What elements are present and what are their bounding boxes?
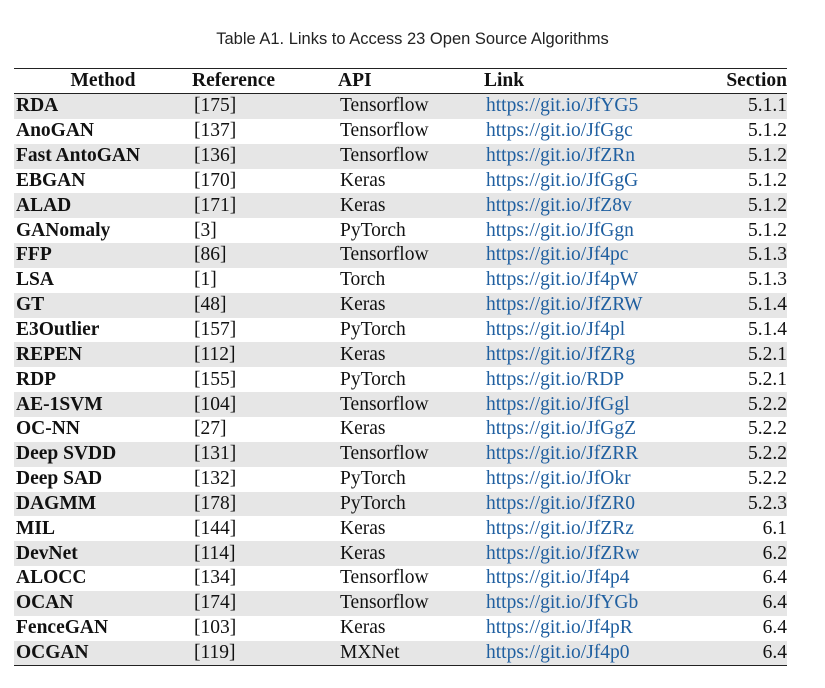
api-cell: Keras (340, 169, 386, 191)
header-reference: Reference (192, 70, 275, 91)
api-cell: PyTorch (340, 219, 406, 241)
table-row (14, 467, 787, 492)
table-caption: Table A1. Links to Access 23 Open Source Algorithms (216, 30, 609, 48)
repository-link[interactable]: https://git.io/JfGgZ (486, 418, 637, 440)
table-row (14, 293, 787, 318)
table-row (14, 268, 787, 293)
repository-link[interactable]: https://git.io/RDP (486, 368, 625, 390)
repository-link[interactable]: https://git.io/JfYG5 (486, 95, 639, 117)
section-cell: 5.2.2 (688, 442, 787, 467)
api-cell: Keras (338, 541, 484, 566)
api-cell: Tensorflow (338, 243, 484, 268)
repository-link[interactable]: https://git.io/Jf4pl (486, 319, 626, 341)
reference-cell: [103] (194, 617, 237, 639)
table-row (14, 342, 787, 367)
api-cell: PyTorch (340, 468, 406, 490)
repository-link[interactable]: https://git.io/JfYGb (486, 592, 639, 614)
reference-cell: [174] (192, 591, 338, 616)
method-cell: AE-1SVM (14, 392, 192, 417)
header-method: Method (70, 70, 136, 91)
api-cell: PyTorch (340, 319, 406, 341)
reference-cell: [104] (192, 392, 338, 417)
api-cell: MXNet (338, 641, 484, 666)
link-cell (484, 293, 688, 318)
reference-cell: [137] (194, 120, 237, 142)
reference-cell: [3] (194, 219, 217, 241)
table-row (14, 566, 787, 591)
table-body (14, 94, 787, 666)
reference-cell: [27] (194, 418, 227, 440)
header-section: Section (726, 70, 787, 91)
reference-cell: [132] (194, 468, 237, 490)
reference-cell: [119] (192, 641, 338, 666)
algorithms-table (14, 68, 787, 666)
link-cell (484, 417, 688, 442)
api-cell: Keras (340, 418, 386, 440)
section-cell: 6.4 (688, 641, 787, 666)
section-cell: 6.4 (762, 567, 787, 589)
link-cell (484, 193, 688, 218)
repository-link[interactable]: https://git.io/Jf4p4 (486, 567, 630, 589)
repository-link[interactable]: https://git.io/JfZRw (486, 542, 640, 564)
api-cell: PyTorch (338, 492, 484, 517)
api-cell: Tensorflow (338, 94, 484, 119)
method-cell: GANomaly (16, 219, 111, 241)
api-cell: Keras (340, 617, 386, 639)
header-api: API (338, 70, 372, 91)
section-cell: 5.1.3 (688, 243, 787, 268)
table-row (14, 318, 787, 343)
api-cell: Tensorflow (340, 567, 429, 589)
repository-link[interactable]: https://git.io/Jf4pR (486, 617, 633, 639)
method-cell: Deep SVDD (14, 442, 192, 467)
link-cell (484, 641, 688, 666)
repository-link[interactable]: https://git.io/JfZR0 (486, 492, 635, 514)
link-cell (484, 591, 688, 616)
section-cell: 6.4 (762, 617, 787, 639)
api-cell: PyTorch (340, 368, 406, 390)
repository-link[interactable]: https://git.io/JfZRR (486, 443, 639, 465)
repository-link[interactable]: https://git.io/JfGgc (486, 120, 633, 142)
section-cell: 5.1.1 (688, 94, 787, 119)
reference-cell: [134] (194, 567, 237, 589)
method-cell: AnoGAN (16, 120, 95, 142)
reference-cell: [178] (192, 492, 338, 517)
section-cell: 5.1.2 (688, 193, 787, 218)
table-row (14, 218, 787, 243)
section-cell: 5.2.2 (748, 468, 787, 490)
reference-cell: [144] (194, 517, 237, 539)
table-row (14, 169, 787, 194)
reference-cell: [112] (192, 342, 338, 367)
method-cell: FFP (14, 243, 192, 268)
method-cell: ALAD (14, 193, 192, 218)
table-row (14, 144, 787, 169)
repository-link[interactable]: https://git.io/Jf4p0 (486, 641, 630, 663)
method-cell: DAGMM (14, 492, 192, 517)
table-row (14, 193, 787, 218)
header-link: Link (484, 70, 525, 91)
reference-cell: [48] (192, 293, 338, 318)
method-cell: MIL (16, 517, 55, 539)
method-cell: OCGAN (14, 641, 192, 666)
table-row (14, 641, 787, 666)
link-cell (484, 144, 688, 169)
reference-cell: [136] (192, 144, 338, 169)
reference-cell: [1] (194, 269, 217, 291)
table-row (14, 616, 787, 641)
method-cell: Fast AntoGAN (14, 144, 192, 169)
repository-link[interactable]: https://git.io/JfGgl (486, 393, 630, 415)
reference-cell: [171] (192, 193, 338, 218)
link-cell (484, 516, 688, 541)
link-cell (484, 367, 688, 392)
method-cell: DevNet (14, 541, 192, 566)
link-cell (484, 268, 688, 293)
section-cell: 5.1.2 (688, 144, 787, 169)
link-cell (484, 467, 688, 492)
table-row (14, 541, 787, 566)
table-row (14, 243, 787, 268)
table-row (14, 392, 787, 417)
section-cell: 5.2.2 (688, 392, 787, 417)
link-cell (484, 318, 688, 343)
method-cell: FenceGAN (16, 617, 109, 639)
section-cell: 6.4 (688, 591, 787, 616)
repository-link[interactable]: https://git.io/JfZRg (486, 343, 635, 365)
section-cell: 5.1.4 (748, 319, 787, 341)
table-row (14, 367, 787, 392)
link-cell (484, 616, 688, 641)
repository-link[interactable]: https://git.io/Jf4pc (486, 244, 629, 266)
link-cell (484, 442, 688, 467)
api-cell: Keras (338, 193, 484, 218)
api-cell: Tensorflow (340, 120, 429, 142)
section-cell: 5.2.1 (748, 368, 787, 390)
repository-link[interactable]: https://git.io/JfGgG (486, 169, 639, 191)
api-cell: Tensorflow (338, 144, 484, 169)
table-row (14, 492, 787, 517)
section-cell: 5.2.2 (748, 418, 787, 440)
method-cell: REPEN (14, 342, 192, 367)
section-cell: 5.1.2 (748, 219, 787, 241)
section-cell: 5.1.3 (748, 269, 787, 291)
table-row (14, 417, 787, 442)
method-cell: ALOCC (16, 567, 87, 589)
api-cell: Keras (338, 342, 484, 367)
api-cell: Tensorflow (338, 591, 484, 616)
reference-cell: [175] (192, 94, 338, 119)
table-header-row (14, 69, 787, 94)
api-cell: Torch (340, 269, 386, 291)
link-cell (484, 119, 688, 144)
section-cell: 5.1.4 (688, 293, 787, 318)
reference-cell: [155] (194, 368, 237, 390)
method-cell: OCAN (14, 591, 192, 616)
section-cell: 5.2.1 (688, 342, 787, 367)
repository-link[interactable]: https://git.io/JfOkr (486, 468, 631, 490)
link-cell (484, 94, 688, 119)
method-cell: Deep SAD (16, 468, 103, 490)
section-cell: 5.1.2 (748, 120, 787, 142)
repository-link[interactable]: https://git.io/Jf4pW (486, 269, 639, 291)
table-row (14, 119, 787, 144)
link-cell (484, 243, 688, 268)
table-row (14, 516, 787, 541)
repository-link[interactable]: https://git.io/JfZRn (486, 145, 635, 167)
repository-link[interactable]: https://git.io/JfZ8v (486, 194, 632, 216)
method-cell: EBGAN (16, 169, 86, 191)
method-cell: OC-NN (16, 418, 80, 440)
method-cell: RDP (16, 368, 57, 390)
api-cell: Keras (340, 517, 386, 539)
link-cell (484, 218, 688, 243)
link-cell (484, 566, 688, 591)
repository-link[interactable]: https://git.io/JfZRW (486, 294, 643, 316)
table-row (14, 442, 787, 467)
api-cell: Tensorflow (338, 442, 484, 467)
section-cell: 5.2.3 (688, 492, 787, 517)
reference-cell: [86] (192, 243, 338, 268)
reference-cell: [114] (192, 541, 338, 566)
api-cell: Keras (338, 293, 484, 318)
table-row (14, 94, 787, 119)
reference-cell: [170] (194, 169, 237, 191)
method-cell: LSA (16, 269, 54, 291)
method-cell: E3Outlier (16, 319, 100, 341)
table-row (14, 591, 787, 616)
link-cell (484, 492, 688, 517)
section-cell: 5.1.2 (748, 169, 787, 191)
method-cell: GT (14, 293, 192, 318)
api-cell: Tensorflow (338, 392, 484, 417)
method-cell: RDA (14, 94, 192, 119)
repository-link[interactable]: https://git.io/JfGgn (486, 219, 634, 241)
link-cell (484, 541, 688, 566)
link-cell (484, 169, 688, 194)
link-cell (484, 342, 688, 367)
repository-link[interactable]: https://git.io/JfZRz (486, 517, 634, 539)
reference-cell: [131] (192, 442, 338, 467)
section-cell: 6.1 (762, 517, 787, 539)
reference-cell: [157] (194, 319, 237, 341)
link-cell (484, 392, 688, 417)
section-cell: 6.2 (688, 541, 787, 566)
